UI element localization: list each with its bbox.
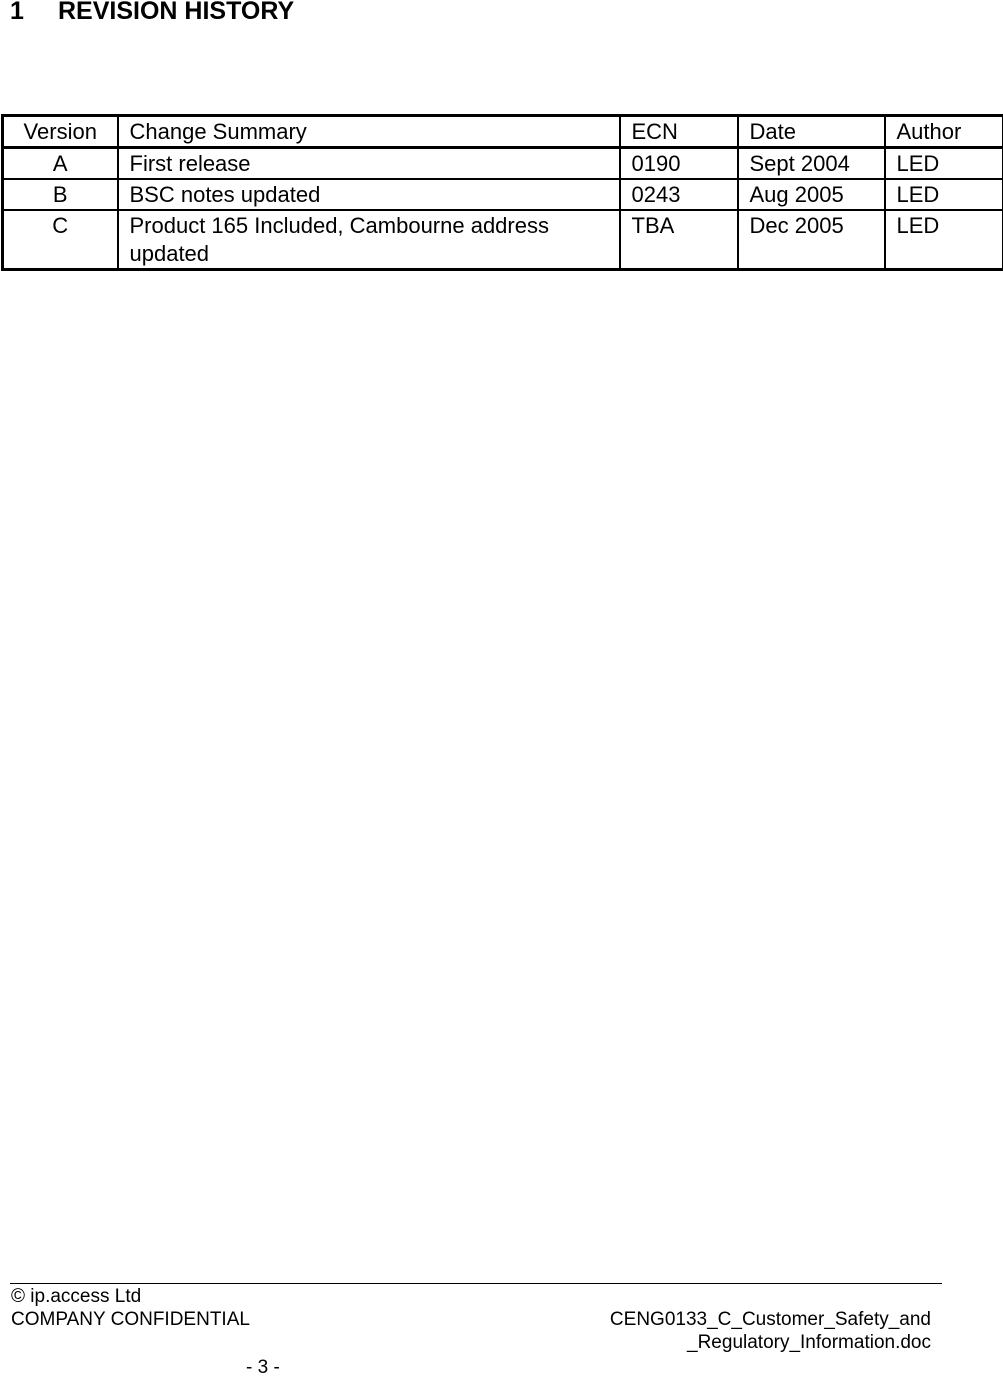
column-header-date: Date xyxy=(738,116,885,148)
footer-confidential: COMPANY CONFIDENTIAL xyxy=(11,1308,250,1331)
version-cell: B xyxy=(3,179,118,210)
footer-copyright: © ip.access Ltd xyxy=(11,1285,141,1308)
column-header-change-summary: Change Summary xyxy=(118,116,620,148)
footer-document-name-line-1: CENG0133_C_Customer_Safety_and xyxy=(610,1308,931,1331)
date-cell: Dec 2005 xyxy=(738,210,885,270)
section-number: 1 xyxy=(10,0,58,26)
column-header-ecn: ECN xyxy=(620,116,738,148)
date-cell: Sept 2004 xyxy=(738,148,885,180)
author-cell: LED xyxy=(885,179,1003,210)
section-title: REVISION HISTORY xyxy=(58,0,294,25)
column-header-author: Author xyxy=(885,116,1003,148)
summary-cell: First release xyxy=(118,148,620,180)
table-header-row xyxy=(3,116,1003,148)
summary-cell: Product 165 Included, Cambourne address updated xyxy=(118,210,620,270)
table-row xyxy=(3,210,1003,270)
author-cell: LED xyxy=(885,148,1003,180)
revision-history-table xyxy=(1,114,1003,271)
summary-cell: BSC notes updated xyxy=(118,179,620,210)
author-cell: LED xyxy=(885,210,1003,270)
version-cell: A xyxy=(3,148,118,180)
ecn-cell: TBA xyxy=(620,210,738,270)
footer-divider xyxy=(10,1283,942,1284)
ecn-cell: 0190 xyxy=(620,148,738,180)
version-cell: C xyxy=(3,210,118,270)
table-row xyxy=(3,148,1003,180)
page-number: - 3 - xyxy=(246,1356,280,1379)
footer-document-name xyxy=(610,1308,931,1354)
section-heading xyxy=(10,0,294,26)
table-row xyxy=(3,179,1003,210)
column-header-version: Version xyxy=(3,116,118,148)
date-cell: Aug 2005 xyxy=(738,179,885,210)
footer-document-name-line-2: _Regulatory_Information.doc xyxy=(610,1331,931,1354)
ecn-cell: 0243 xyxy=(620,179,738,210)
